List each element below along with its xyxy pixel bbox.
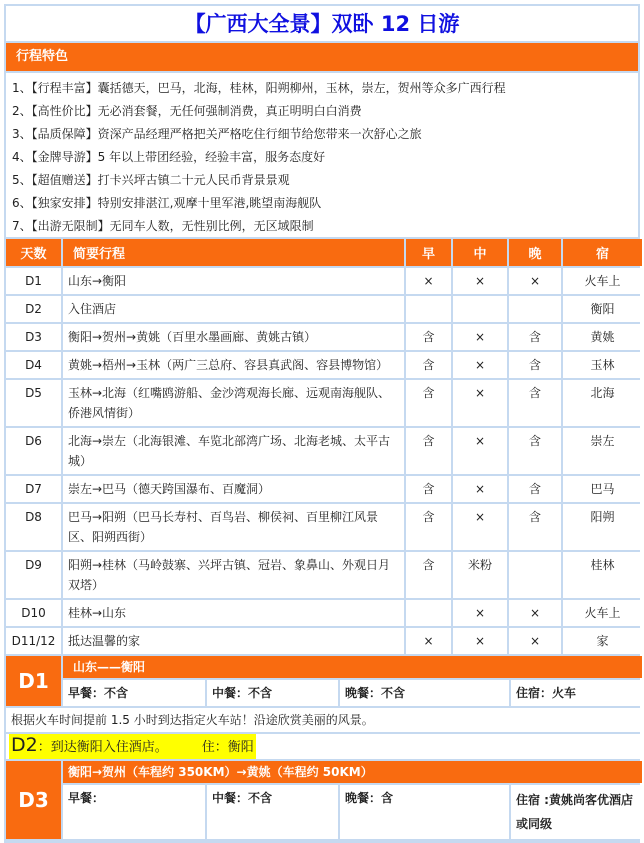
lodging-cell: 桂林 [563, 552, 642, 598]
route-cell: 衡阳→贺州→黄姚（百里水墨画廊、黄姚古镇） [63, 324, 404, 350]
itinerary-page [4, 4, 640, 843]
lunch-cell: × [453, 504, 507, 550]
feature-item: 1、【行程丰富】囊括德天，巴马，北海，桂林，阳朔柳州，玉林，崇左，贺州等众多广西行程 [12, 81, 506, 95]
lunch-cell: × [453, 476, 507, 502]
day2-summary: D2：到达衡阳入住酒店。 住：衡阳 [9, 734, 256, 759]
column-header: 早 [406, 239, 451, 266]
route-cell: 抵达温馨的家 [63, 628, 404, 654]
route-cell: 桂林→山东 [63, 600, 404, 626]
feature-item: 3、【品质保障】资深产品经理严格把关严格吃住行细节给您带来一次舒心之旅 [12, 127, 422, 141]
day-label: D3 [6, 761, 61, 839]
day-title: 山东——衡阳 [63, 656, 642, 678]
table-row [6, 476, 642, 502]
lunch-cell: × [453, 428, 507, 474]
lodging-cell: 衡阳 [563, 296, 642, 322]
table-row [6, 504, 642, 550]
breakfast-cell: × [406, 628, 451, 654]
page-title: 【广西大全景】双卧 12 日游 [6, 6, 638, 41]
day-title: 衡阳→贺州（车程约 350KM）→黄姚（车程约 50KM） [63, 761, 642, 783]
route-cell: 山东→衡阳 [63, 268, 404, 294]
features-list [6, 73, 638, 237]
lunch-cell: × [453, 352, 507, 378]
route-cell: 黄姚→梧州→玉林（两广三总府、容县真武阁、容县博物馆） [63, 352, 404, 378]
dinner-cell: × [509, 600, 561, 626]
breakfast-cell: × [406, 268, 451, 294]
table-row [6, 600, 642, 626]
lunch-cell: × [453, 628, 507, 654]
day-label: D1 [6, 656, 61, 706]
day1-detail [4, 654, 644, 841]
lodging-cell: 火车上 [563, 600, 642, 626]
table-row [6, 628, 642, 654]
table-row [6, 296, 642, 322]
day-cell: D1 [6, 268, 61, 294]
lunch: 中餐：不含 [207, 785, 338, 839]
column-header: 中 [453, 239, 507, 266]
lunch-cell: 米粉 [453, 552, 507, 598]
lodging-cell: 黄姚 [563, 324, 642, 350]
day-cell: D9 [6, 552, 61, 598]
column-header: 晚 [509, 239, 561, 266]
column-header: 宿 [563, 239, 642, 266]
route-cell: 北海→崇左（北海银滩、车览北部湾广场、北海老城、太平古城） [63, 428, 404, 474]
dinner-cell: 含 [509, 324, 561, 350]
breakfast: 早餐： [63, 785, 205, 839]
table-row [6, 352, 642, 378]
table-row [6, 268, 642, 294]
day-cell: D7 [6, 476, 61, 502]
day-note: 根据火车时间提前 1.5 小时到达指定火车站！沿途欣赏美丽的风景。 [6, 708, 642, 732]
lodging-cell: 家 [563, 628, 642, 654]
day-cell: D5 [6, 380, 61, 426]
lunch-cell [453, 296, 507, 322]
dinner-cell: 含 [509, 504, 561, 550]
lodging-cell: 阳朔 [563, 504, 642, 550]
breakfast-cell: 含 [406, 380, 451, 426]
column-header: 天数 [6, 239, 61, 266]
feature-item: 2、【高性价比】无必消套餐，无任何强制消费，真正明明白白消费 [12, 104, 362, 118]
route-cell: 入住酒店 [63, 296, 404, 322]
dinner-cell: 含 [509, 352, 561, 378]
feature-item: 5、【超值赠送】打卡兴坪古镇二十元人民币背景景观 [12, 173, 290, 187]
breakfast: 早餐：不含 [63, 680, 205, 706]
dinner-cell: 含 [509, 380, 561, 426]
lodging: 住宿：火车 [511, 680, 642, 706]
lunch-cell: × [453, 324, 507, 350]
feature-item: 4、【金牌导游】5 年以上带团经验，经验丰富，服务态度好 [12, 150, 326, 164]
lunch-cell: × [453, 380, 507, 426]
lunch-cell: × [453, 600, 507, 626]
column-header: 简要行程 [63, 239, 404, 266]
breakfast-cell: 含 [406, 324, 451, 350]
route-cell: 玉林→北海（红嘴鸥游船、金沙湾观海长廊、远观南海舰队、侨港风情街） [63, 380, 404, 426]
breakfast-cell: 含 [406, 504, 451, 550]
day-cell: D4 [6, 352, 61, 378]
day-cell: D6 [6, 428, 61, 474]
route-cell: 阳朔→桂林（马岭鼓寨、兴坪古镇、冠岩、象鼻山、外观日月双塔） [63, 552, 404, 598]
table-row [6, 380, 642, 426]
route-cell: 巴马→阳朔（巴马长寿村、百鸟岩、柳侯祠、百里柳江风景区、阳朔西街） [63, 504, 404, 550]
dinner-cell: 含 [509, 428, 561, 474]
feature-item: 7、【出游无限制】无同车人数，无性别比例，无区域限制 [12, 219, 314, 233]
breakfast-cell: 含 [406, 428, 451, 474]
lodging-cell: 巴马 [563, 476, 642, 502]
table-row [6, 324, 642, 350]
dinner-cell [509, 296, 561, 322]
table-row [6, 428, 642, 474]
dinner-cell: × [509, 268, 561, 294]
breakfast-cell [406, 600, 451, 626]
day-cell: D10 [6, 600, 61, 626]
table-row [6, 552, 642, 598]
dinner-cell: × [509, 628, 561, 654]
breakfast-cell: 含 [406, 476, 451, 502]
dinner: 晚餐：含 [340, 785, 509, 839]
lunch-cell: × [453, 268, 507, 294]
lodging-cell: 崇左 [563, 428, 642, 474]
dinner-cell [509, 552, 561, 598]
lunch: 中餐：不含 [207, 680, 338, 706]
lodging-cell: 火车上 [563, 268, 642, 294]
breakfast-cell: 含 [406, 552, 451, 598]
dinner: 晚餐：不含 [340, 680, 509, 706]
lodging-cell: 玉林 [563, 352, 642, 378]
route-cell: 崇左→巴马（德天跨国瀑布、百魔洞） [63, 476, 404, 502]
day-cell: D2 [6, 296, 61, 322]
lodging: 住宿 :黄姚尚客优酒店或同级 [511, 785, 642, 839]
itinerary-table [4, 237, 644, 656]
day-cell: D11/12 [6, 628, 61, 654]
dinner-cell: 含 [509, 476, 561, 502]
breakfast-cell [406, 296, 451, 322]
features-heading: 行程特色 [6, 43, 638, 71]
day-cell: D3 [6, 324, 61, 350]
feature-item: 6、【独家安排】特别安排湛江,观摩十里军港,眺望南海舰队 [12, 196, 322, 210]
breakfast-cell: 含 [406, 352, 451, 378]
lodging-cell: 北海 [563, 380, 642, 426]
day-cell: D8 [6, 504, 61, 550]
